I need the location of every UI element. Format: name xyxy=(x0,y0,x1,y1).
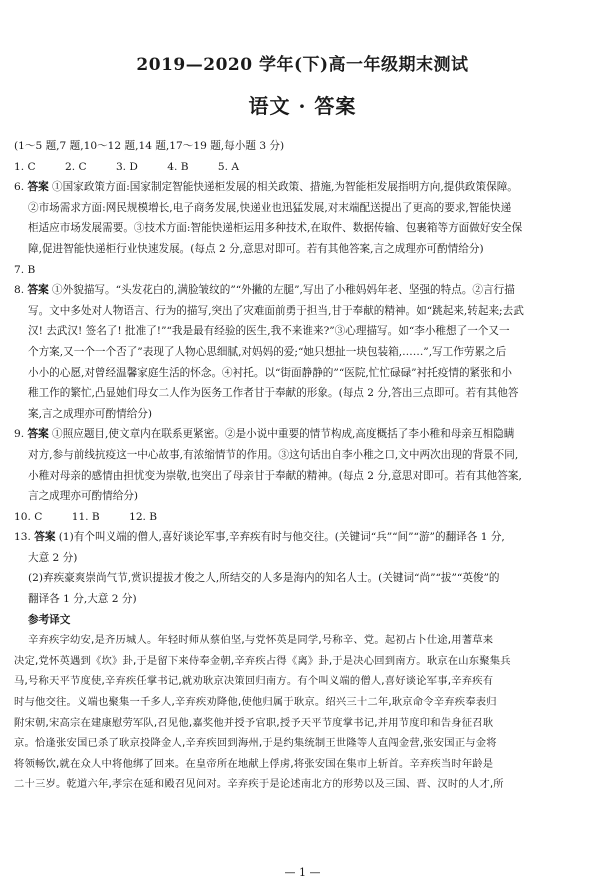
answer-1: 1. C xyxy=(14,160,36,173)
reference-translation-heading: 参考译文 xyxy=(28,613,71,626)
translation-line-7: 将领畅饮,就在众人中将他绑了回来。在皇帝所在地献上俘虏,将张安国在集市上斩首。辛弃疾当时年龄是 xyxy=(14,757,494,770)
q13-line-4: 翻译各 1 分,大意 2 分) xyxy=(28,593,137,606)
q8-line-4: 个方案,又一个一个否了”表现了人物心思细腻,对妈妈的爱;“她只想扯一块包装箱,……”,写工作劳累之后 xyxy=(28,345,507,358)
q8-line-7: 案,言之成理亦可酌情给分) xyxy=(28,407,153,420)
translation-line-3: 马,号称天平节度使,辛弃疾任掌书记,就劝耿京决策回归南方。有个叫义端的僧人,喜好谈论军事,辛弃疾有 xyxy=(14,675,494,688)
q9-line-4: 言之成理亦可酌情给分) xyxy=(28,490,139,503)
q6-line-2: ②市场需求方面:网民规模增长,电子商务发展,快递业也迅猛发展,对末端配送提出了更高的要求,智能快递 xyxy=(28,201,512,214)
q6-line-1 xyxy=(14,177,587,198)
answer-4: 4. B xyxy=(167,160,189,173)
q8-number: 8. xyxy=(14,284,25,297)
q8-line-1 xyxy=(14,280,587,301)
q13-line-1 xyxy=(14,527,587,548)
q6-answer-tag: 答案 xyxy=(27,181,49,194)
answer-3: 3. D xyxy=(115,160,138,173)
q8-line-6: 稚工作的繁忙,凸显她们母女二人作为医务工作者甘于奉献的形象。(每点 2 分,答出三点即可。若有其他答 xyxy=(28,387,519,400)
page-number: — 1 — xyxy=(284,866,321,879)
translation-line-8: 二十三岁。乾道六年,孝宗在延和殿召见问对。辛弃疾于是论述南北方的形势以及三国、晋、汉时的人才,所 xyxy=(14,778,504,791)
q8-answer-tag: 答案 xyxy=(27,284,49,297)
q9-line-1 xyxy=(14,424,587,445)
translation-line-4: 时与他交往。义端也聚集一千多人,辛弃疾劝降他,使他归属于耿京。绍兴三十二年,耿京命令辛弃疾奉表归 xyxy=(14,696,497,709)
q6-line-4: 障,促进智能快递柜行业快速发展。(每点 2 分,意思对即可。若有其他答案,言之成理亦可酌情给分) xyxy=(28,242,484,255)
translation-line-2: 决定,党怀英遇到《坎》卦,于是留下来侍奉金朝,辛弃疾占得《离》卦,于是决心回到南方。耿京在山东聚集兵 xyxy=(14,654,511,667)
q8-line-3: 汉! 去武汉! 签名了! 批准了!”“我是最有经验的医生,我不来谁来?”③心理描写。如“李小稚想了一个又一 xyxy=(28,325,510,338)
answer-12: 12. B xyxy=(129,510,158,523)
q8-line-5: 小小的心愿,对曾经温馨家庭生活的怀念。④衬托。以“街面静静的”“医院,忙忙碌碌”衬托疫情的紧张和小 xyxy=(28,366,512,379)
q8-text-1: ①外貌描写。“头发花白的,满脸皱纹的”“外撇的左腿”,写出了小稚妈妈年老、坚强的特点。②言行描 xyxy=(52,284,515,297)
q8-line-2: 写。文中多处对人物语言、行为的描写,突出了灾难面前勇于担当,甘于奉献的精神。如“跳起来,转起来;去武 xyxy=(28,304,524,317)
translation-line-1: 辛弃疾字幼安,是齐历城人。年轻时师从蔡伯坚,与党怀英是同学,号称辛、党。起初占卜仕途,用蓍草来 xyxy=(28,634,494,647)
q6-number: 6. xyxy=(14,181,25,194)
answer-5: 5. A xyxy=(217,160,240,173)
answer-2: 2. C xyxy=(64,160,87,173)
answer-content xyxy=(14,136,587,795)
scoring-note: (1～5 题,7 题,10～12 题,14 题,17～19 题,每小题 3 分) xyxy=(14,140,285,152)
q6-text-1: ①国家政策方面:国家制定智能快递柜发展的相关政策、措施,为智能柜发展指明方向,提供政策保障。 xyxy=(52,181,518,194)
q9-answer-tag: 答案 xyxy=(27,428,49,441)
answer-10: 10. C xyxy=(14,510,43,523)
q13-text-1: (1)有个叫义端的僧人,喜好谈论军事,辛弃疾有时与他交往。(关键词“兵”“间”“游”的翻译各 1 分, xyxy=(58,531,505,544)
q9-number: 9. xyxy=(14,428,25,441)
translation-line-6: 京。恰逢张安国已杀了耿京投降金人,辛弃疾回到海州,于是约集统制王世隆等人直闯金营,张安国正与金将 xyxy=(14,737,497,750)
q13-answer-tag: 答案 xyxy=(34,531,56,544)
page-subtitle: 语文 · 答案 xyxy=(248,94,357,118)
q13-line-3: (2)弃疾豪爽崇尚气节,赏识提拔才俊之人,所结交的人多是海内的知名人士。(关键词“尚”“拔”“英俊”的 xyxy=(28,572,500,585)
answer-11: 11. B xyxy=(71,510,100,523)
mc-answers-1-5 xyxy=(14,157,587,178)
q6-line-3: 柜适应市场发展需要。③技术方面:智能快递柜运用多种技术,在取件、数据传输、包裹箱等方面做好安全保 xyxy=(28,222,523,235)
mc-answers-10-12 xyxy=(14,507,587,528)
q13-line-2: 大意 2 分) xyxy=(28,551,78,564)
answer-7: 7. B xyxy=(14,263,36,276)
page-title: 2019—2020 学年(下)高一年级期末测试 xyxy=(136,55,469,75)
q9-line-2: 对方,参与前线抗疫这一中心故事,有浓缩情节的作用。③这句话出自李小稚之口,文中两次出现的背景不同, xyxy=(28,448,519,461)
q9-text-1: ①照应题目,使文章内在联系更紧密。②是小说中重要的情节构成,高度概括了李小稚和母亲互相隐瞒 xyxy=(52,428,515,441)
q9-line-3: 小稚对母亲的感情由担忧变为崇敬,也突出了母亲甘于奉献的精神。(每点 2 分,意思对即可。若有其他答案, xyxy=(28,469,522,482)
q13-number: 13. xyxy=(14,531,31,544)
translation-line-5: 附宋朝,宋高宗在建康慰劳军队,召见他,嘉奖他并授予官职,授予天平节度掌书记,并用节度印和告身征召耿 xyxy=(14,716,494,729)
